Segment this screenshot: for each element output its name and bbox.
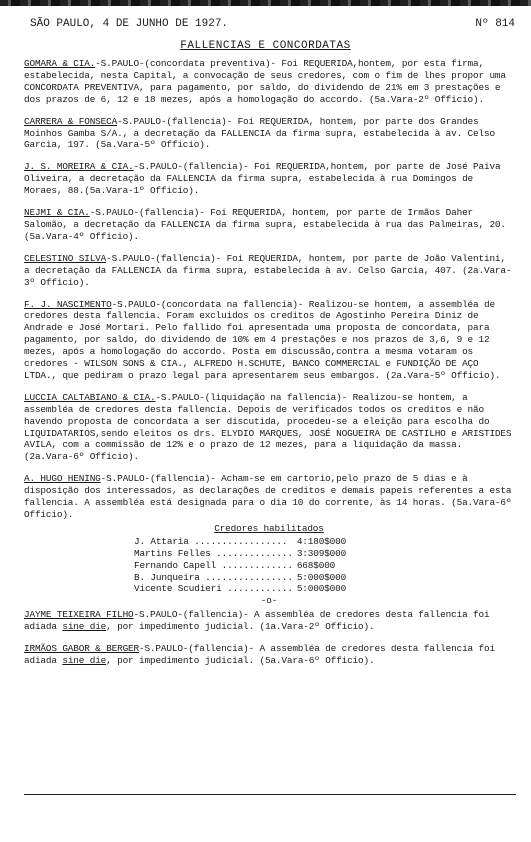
table-row [134,583,346,595]
entry-gomara [24,58,514,106]
creditor-name: Vicente Scudieri ............ [134,583,293,595]
entry-nascimento [24,299,514,382]
entry-text: -S.PAULO-(fallencia)- A assembléa de credores desta fallencia foi adiada [24,643,495,666]
entry-caltabiano [24,392,514,463]
creditor-amount: 3:309$000 [296,547,347,559]
creditor-name: J. Attaria ................. [134,535,288,547]
entry-head: F. J. NASCIMENTO [24,298,112,310]
creditor-amount: 668$000 [296,559,336,571]
entry-text: -S.PAULO-(fallencia)- Foi REQUERIDA,hontem, por parte de José Paiva Oliveira, a decretação da FALLENCIA da firma supra, estabelecida à rua Domingos de Moraes, 88.(5a.Vara-1º Officio). [24,161,501,197]
creditor-amount: 5:000$000 [296,583,347,595]
entry-head: J. S. MOREIRA & CIA. [24,161,134,173]
entry-hening [24,473,514,521]
entry-nejmi [24,207,514,243]
bulletin-number: Nº 814 [475,18,515,30]
bottom-rule [24,794,516,795]
entry-text: , por impedimento judicial. (1a.Vara-2º Officio). [106,621,375,633]
entry-head: A. HUGO HENING [24,473,101,485]
entry-head: IRMÃOS GABOR & BERGER [24,643,139,655]
entry-head: CELESTINO SILVA [24,252,107,264]
creditor-amount: 4:180$000 [296,535,347,547]
entry-head: NEJMI & CIA. [24,207,90,219]
entry-gabor [24,643,514,667]
entry-text: -S.PAULO-(fallencia)- Foi REQUERIDA, hontem, por parte de João Valentini, a decretação da FALLENCIA da firma supra, estabelecida à av. Celso Garcia, 407. (2a.Vara-3º Officio). [24,252,512,288]
entry-head: JAYME TEIXEIRA FILHO [24,609,134,621]
creditor-name: B. Junqueira ................ [134,571,293,583]
entry-jayme [24,609,514,633]
entry-text: -S.PAULO-(fallencia)- A assembléa de credores desta fallencia foi adiada [24,609,490,633]
entry-head: GOMARA & CIA. [24,58,96,69]
table-row [134,536,346,548]
section-title: FALLENCIAS E CONCORDATAS [180,40,351,52]
entry-text: -S.PAULO-(concordata na fallencia)- Realizou-se hontem, a assembléa de credores desta fallencia. Foram excluidos os creditos de Agostinho Pereira Diniz de Andrade e José Mortari. Pelo fallido foi apresentada uma proposta de concordata, para pagamento, por saldo, do dividendo de 10% em 4 prestações e nos prazos de 3,6, 9 e 12 mezes, após a homologação do accordo. Posta em discussão,contra a mesma votaram os credores - WILSON SONS & CIA., ALFREDO H.SCHUTE, BANCO COMMERCIAL e FUNDIÇÃO DE AÇO LTDA., que pediram o prazo legal para apresentarem seus embargos. (2a.Vara-5º Officio). [24,298,501,381]
entry-text: -S.PAULO-(fallencia)- Acham-se em cartorio,pelo prazo de 5 dias e à disposição dos interessados, as declarações de creditos e demais papeis referentes a esta fallencia. A assembléa está designada para o dia 10 do corrente, às 14 horas. (5a.Vara-6º Officio). [24,473,512,520]
entry-carrera [24,116,514,152]
table-row [134,560,346,572]
entry-text: -S.PAULO-(concordata preventiva)- Foi REQUERIDA,hontem, por esta firma, estabelecida, nesta Capital, a convocação de seus credores, com o fim de lhes propor uma CONCORDATA PREVENTIVA, para pagamento, por saldo, do dividendo de 21% em 3 prestações e dos prazos de 6, 12 e 18 mezes, após a homologação do accordo. (5a.Vara-2º Officio). [24,58,506,105]
entry-text: -S.PAULO-(fallencia)- Foi REQUERIDA, hontem, por parte dos Grandes Moinhos Gamba S/A., a decretação da FALLENCIA da firma supra, estabelecida à av. Celso Garcia, 197. (5a.Vara-5º Officio). [24,115,495,151]
entry-celestino [24,253,514,289]
table-row [134,548,346,560]
entry-head: CARRERA & FONSECA [24,115,118,127]
bulletin-header [30,18,515,34]
entry-text: -S.PAULO-(fallencia)- Foi REQUERIDA, hontem, por parte de Irmãos Daher Salomão, a decretação da FALLENCIA da firma supra, estabelecida à rua das Palmeiras, 20. (5a.Vara-4º Officio). [24,207,506,242]
entry-text: , por impedimento judicial. (5a.Vara-6º Officio). [106,654,375,666]
creditor-amount: 5:000$000 [296,571,347,583]
creditor-name: Fernando Capell ............. [134,559,293,571]
separator: -o- [260,595,278,607]
sine-die: sine die [62,654,107,666]
creditors-caption: Credores habilitados [214,522,324,534]
sine-die: sine die [62,621,107,633]
bulletin-date: SÃO PAULO, 4 DE JUNHO DE 1927. [30,18,229,30]
table-row [134,572,346,584]
entry-moreira [24,161,514,197]
entry-head: LUCCIA CALTABIANO & CIA. [24,391,156,403]
entry-text: -S.PAULO-(liquidação na fallencia)- Realizou-se hontem, a assembléa de credores desta fallencia. Depois de verificados todos os creditos e não havendo proposta de concordata a ser discutida, procedeu-se a eleição para escolha do LIQUIDATARIOS,sendo eleitos os drs. ELYDIO MARQUES, JOSÉ NOGUEIRA DE CASTILHO e ARISTIDES AVILA, com a commissão de 12% e o prazo de 12 mezes, para a liquidação da massa. (2a.Vara-6º Officio). [24,391,512,463]
top-border [0,0,531,6]
creditor-name: Martins Felles .............. [134,547,293,559]
bulletin-body [24,58,514,677]
creditors-table [134,536,346,596]
